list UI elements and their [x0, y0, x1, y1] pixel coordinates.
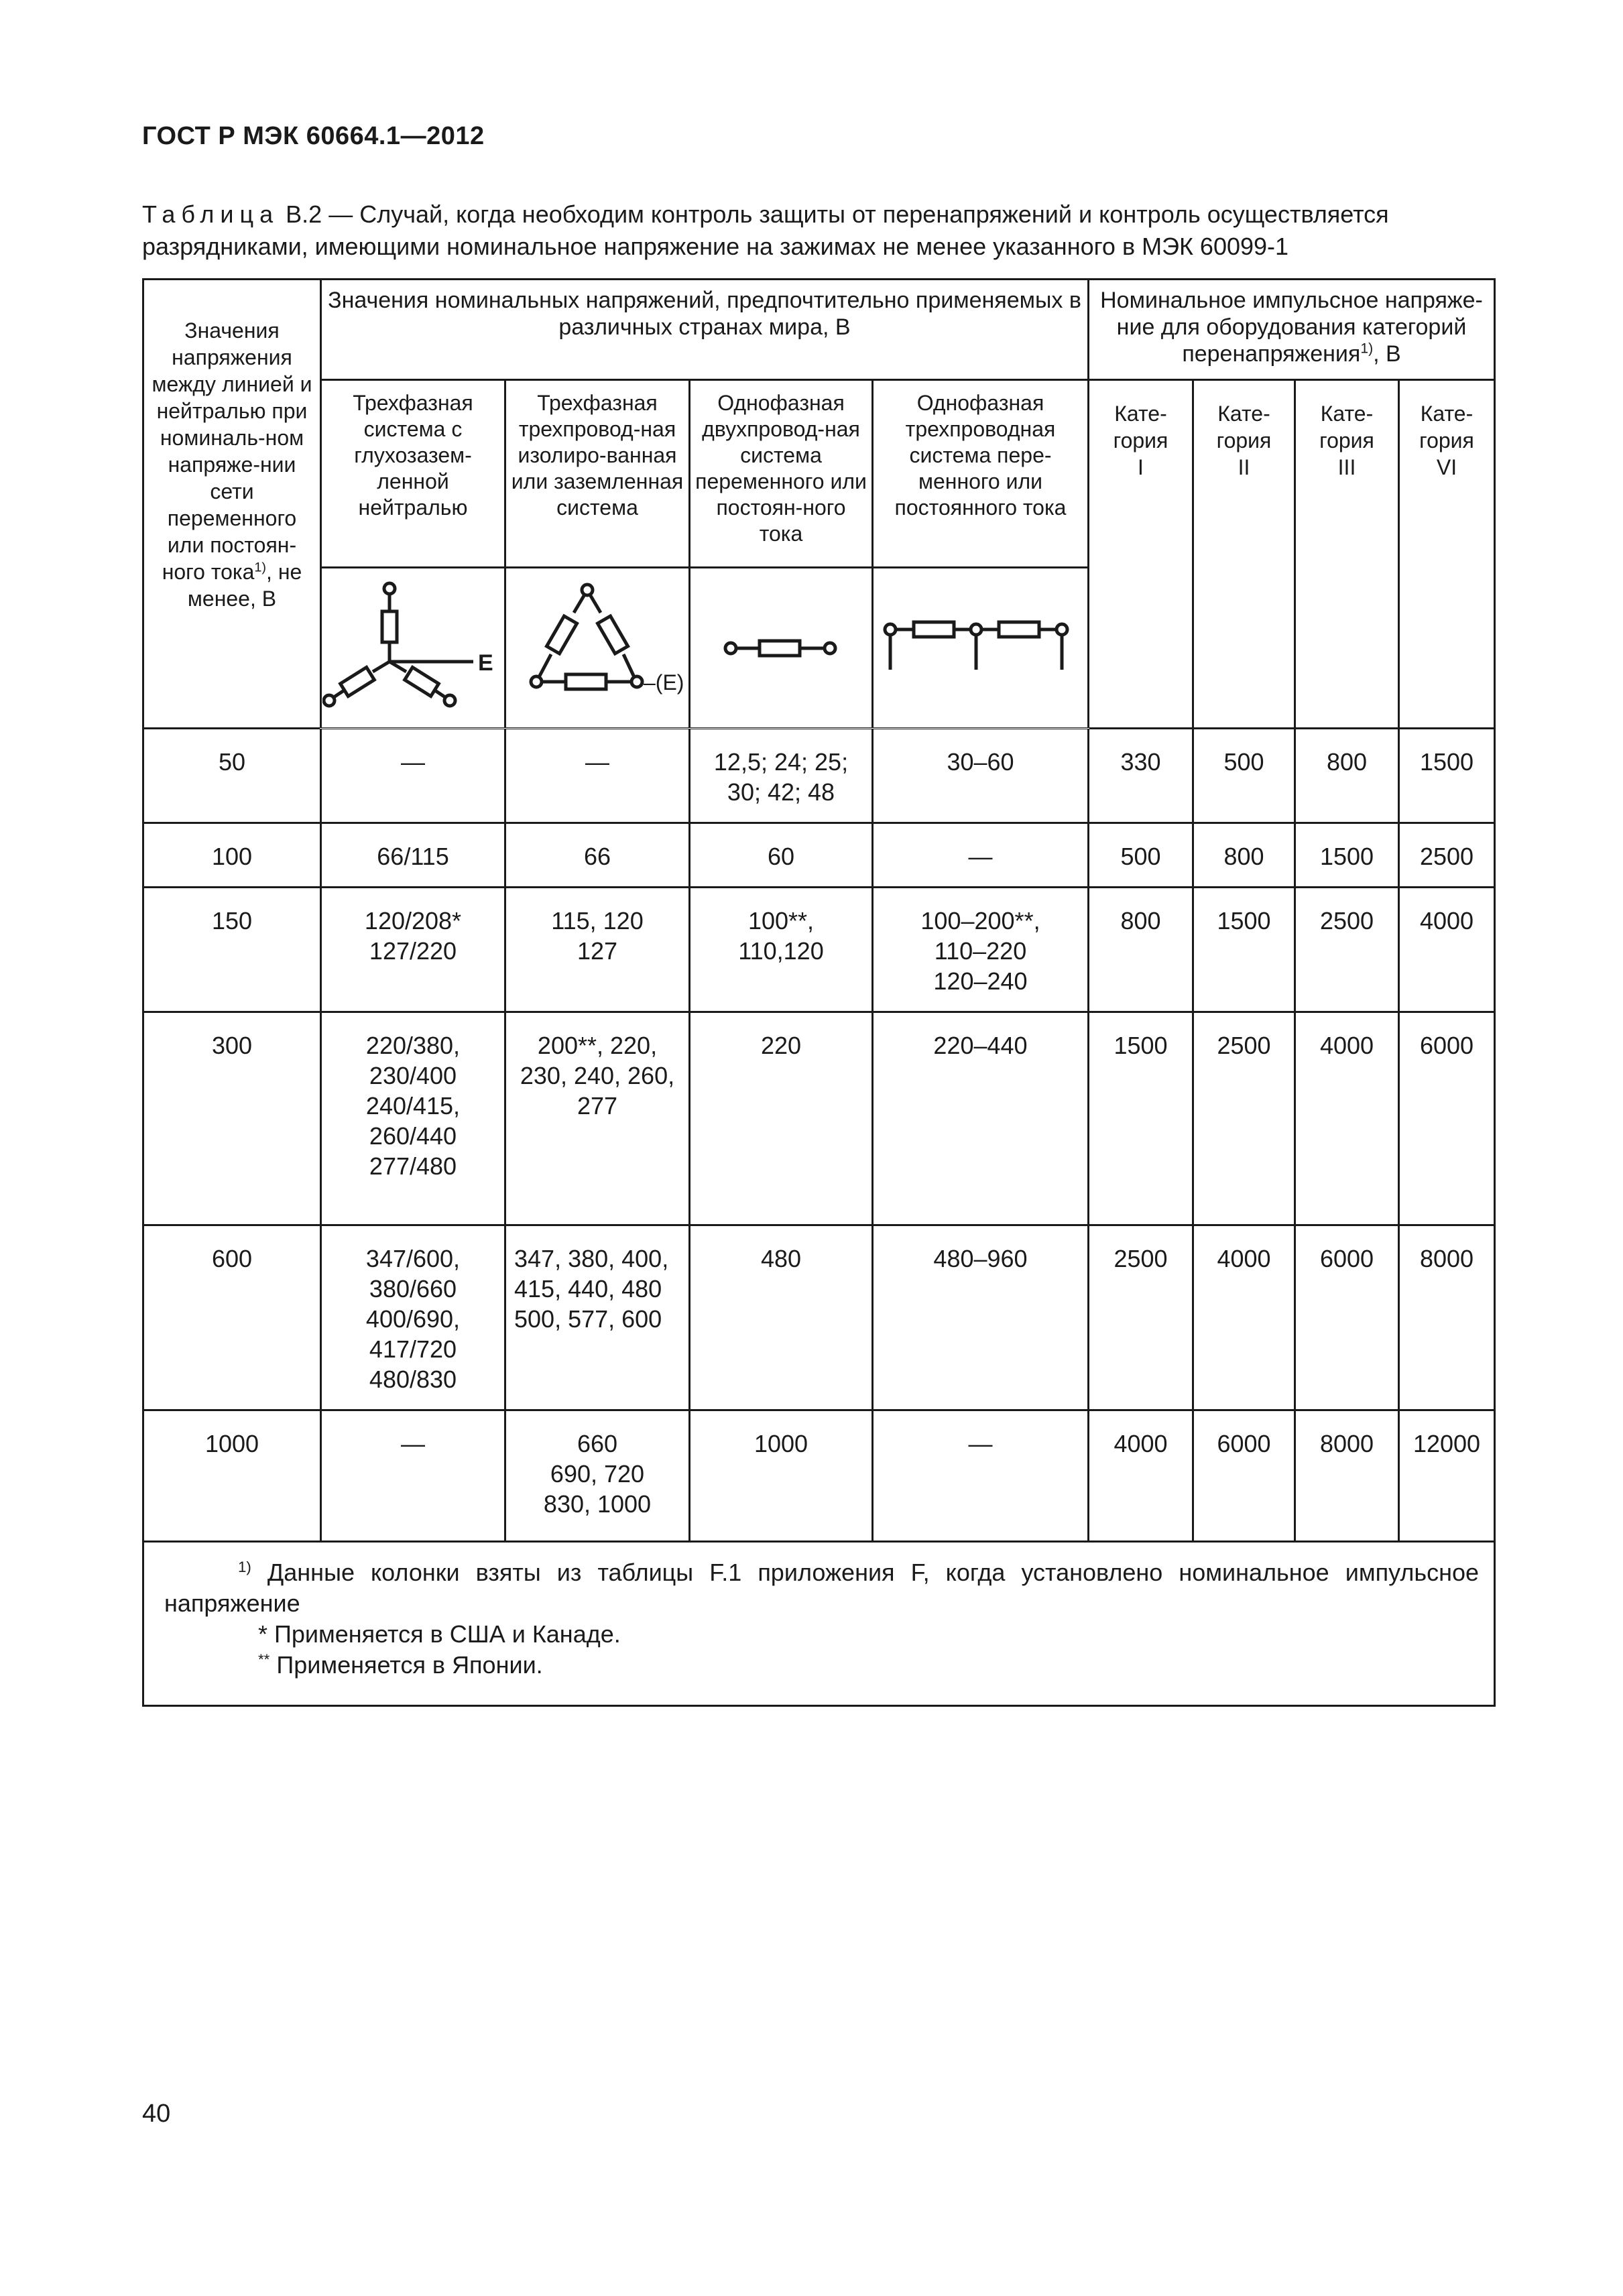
header-impulse-voltage: Номинальное импульсное напряже-ние для оборудования категорий перенапряжения$^{1)}$, В: [1089, 280, 1495, 380]
cell-category-1: 500: [1089, 823, 1193, 888]
category-3-header: Кате- гория III: [1295, 380, 1399, 729]
cell-category-4: 4000: [1399, 888, 1495, 1012]
footnote-japan: ** Применяется в Японии.: [258, 1651, 543, 1679]
subheader-three-phase-isolated: Трехфазная трехпровод-ная изолиро-ванная или заземленная система: [505, 380, 690, 568]
cell-voltage: 600: [143, 1225, 321, 1410]
cell-category-4: 6000: [1399, 1012, 1495, 1225]
table-row: [143, 1225, 1495, 1410]
cell-category-4: 2500: [1399, 823, 1495, 888]
cell-single-phase-two-wire: 100**, 110,120: [690, 888, 873, 1012]
caption-lead: Таблица: [142, 200, 280, 228]
cell-voltage: 50: [143, 729, 321, 823]
table-row: [143, 1012, 1495, 1225]
cell-single-phase-three-wire: 220–440: [873, 1012, 1089, 1225]
delta-diagram-cell: [505, 568, 690, 729]
subheader-single-phase-three-wire: Однофазная трехпроводная система пере-менного или постоянного тока: [873, 380, 1089, 568]
cell-category-4: 8000: [1399, 1225, 1495, 1410]
cell-three-phase-grounded: 220/380, 230/400 240/415, 260/440 277/480: [321, 1012, 505, 1225]
footnote-1: $^{1)}$ Данные колонки взяты из таблицы F.1 приложения F, когда установлено номинальное импульсное напряжение: [164, 1559, 1479, 1617]
cell-category-2: 6000: [1193, 1410, 1295, 1542]
cell-three-phase-isolated: 660 690, 720 830, 1000: [505, 1410, 690, 1542]
cell-single-phase-two-wire: 480: [690, 1225, 873, 1410]
cell-three-phase-isolated: 347, 380, 400, 415, 440, 480 500, 577, 600: [505, 1225, 690, 1410]
cell-category-3: 8000: [1295, 1410, 1399, 1542]
table-footnotes: [143, 1542, 1495, 1706]
cell-single-phase-two-wire: 1000: [690, 1410, 873, 1542]
cell-single-phase-three-wire: 480–960: [873, 1225, 1089, 1410]
page-number: 40: [142, 2100, 171, 2128]
category-1-header: Кате- гория I: [1089, 380, 1193, 729]
voltage-table: [142, 278, 1496, 1707]
cell-category-2: 2500: [1193, 1012, 1295, 1225]
cell-category-4: 12000: [1399, 1410, 1495, 1542]
cell-three-phase-grounded: 120/208* 127/220: [321, 888, 505, 1012]
cell-three-phase-grounded: —: [321, 1410, 505, 1542]
document-header: ГОСТ Р МЭК 60664.1—2012: [142, 122, 485, 150]
cell-category-2: 800: [1193, 823, 1295, 888]
category-2-header: Кате- гория II: [1193, 380, 1295, 729]
caption-text: В.2 — Случай, когда необходим контроль защиты от перенапряжений и контроль осуществляется: [279, 200, 1389, 228]
cell-voltage: 300: [143, 1012, 321, 1225]
cell-single-phase-three-wire: 100–200**, 110–220 120–240: [873, 888, 1089, 1012]
cell-three-phase-isolated: 200**, 220, 230, 240, 260, 277: [505, 1012, 690, 1225]
caption-line-2: разрядниками, имеющими номинальное напряжение на зажимах не менее указанного в МЭК 60099-1: [142, 233, 1289, 260]
subheader-three-phase-grounded: Трехфазная система с глухозазем-ленной нейтралью: [321, 380, 505, 568]
cell-three-phase-grounded: 66/115: [321, 823, 505, 888]
table-row: [143, 823, 1495, 888]
cell-voltage: 100: [143, 823, 321, 888]
cell-single-phase-two-wire: 60: [690, 823, 873, 888]
earth-optional-label: –(E): [644, 670, 684, 694]
two-wire-diagram-cell: [690, 568, 873, 729]
star-connection-diagram: [322, 571, 503, 725]
table-row: [143, 888, 1495, 1012]
cell-category-2: 4000: [1193, 1225, 1295, 1410]
table-row: [143, 1410, 1495, 1542]
cell-single-phase-two-wire: 12,5; 24; 25; 30; 42; 48: [690, 729, 873, 823]
cell-single-phase-three-wire: —: [873, 823, 1089, 888]
three-wire-diagram-cell: [873, 568, 1089, 729]
cell-category-3: 1500: [1295, 823, 1399, 888]
cell-category-1: 800: [1089, 888, 1193, 1012]
header-nominal-voltages: Значения номинальных напряжений, предпочтительно применяемых в различных странах мира, В: [321, 280, 1089, 380]
table-caption: [142, 198, 1492, 263]
cell-category-2: 1500: [1193, 888, 1295, 1012]
category-4-header: Кате- гория VI: [1399, 380, 1495, 729]
cell-three-phase-isolated: 115, 120 127: [505, 888, 690, 1012]
two-wire-diagram: [694, 608, 868, 688]
cell-category-1: 2500: [1089, 1225, 1193, 1410]
cell-category-1: 1500: [1089, 1012, 1193, 1225]
cell-category-2: 500: [1193, 729, 1295, 823]
cell-three-phase-isolated: 66: [505, 823, 690, 888]
cell-category-3: 6000: [1295, 1225, 1399, 1410]
cell-three-phase-grounded: 347/600, 380/660 400/690, 417/720 480/830: [321, 1225, 505, 1410]
three-wire-diagram: [877, 595, 1085, 702]
cell-category-3: 800: [1295, 729, 1399, 823]
delta-connection-diagram: [507, 571, 688, 725]
table-row: [143, 729, 1495, 823]
cell-category-1: 4000: [1089, 1410, 1193, 1542]
footnote-usa-canada: * Применяется в США и Канаде.: [258, 1620, 621, 1648]
cell-three-phase-grounded: —: [321, 729, 505, 823]
cell-voltage: 150: [143, 888, 321, 1012]
header-line-neutral-voltage: Значения напряжения между линией и нейтралью при номиналь-ном напряже-нии сети переменного или постоян-ного тока$^{1)}$, не менее, В: [143, 280, 321, 729]
cell-single-phase-two-wire: 220: [690, 1012, 873, 1225]
cell-single-phase-three-wire: 30–60: [873, 729, 1089, 823]
cell-voltage: 1000: [143, 1410, 321, 1542]
cell-category-3: 2500: [1295, 888, 1399, 1012]
cell-category-1: 330: [1089, 729, 1193, 823]
subheader-single-phase-two-wire: Однофазная двухпровод-ная система переменного или постоян-ного тока: [690, 380, 873, 568]
cell-three-phase-isolated: —: [505, 729, 690, 823]
cell-category-4: 1500: [1399, 729, 1495, 823]
star-diagram-cell: [321, 568, 505, 729]
cell-category-3: 4000: [1295, 1012, 1399, 1225]
earth-label: E: [478, 650, 493, 676]
cell-single-phase-three-wire: —: [873, 1410, 1089, 1542]
